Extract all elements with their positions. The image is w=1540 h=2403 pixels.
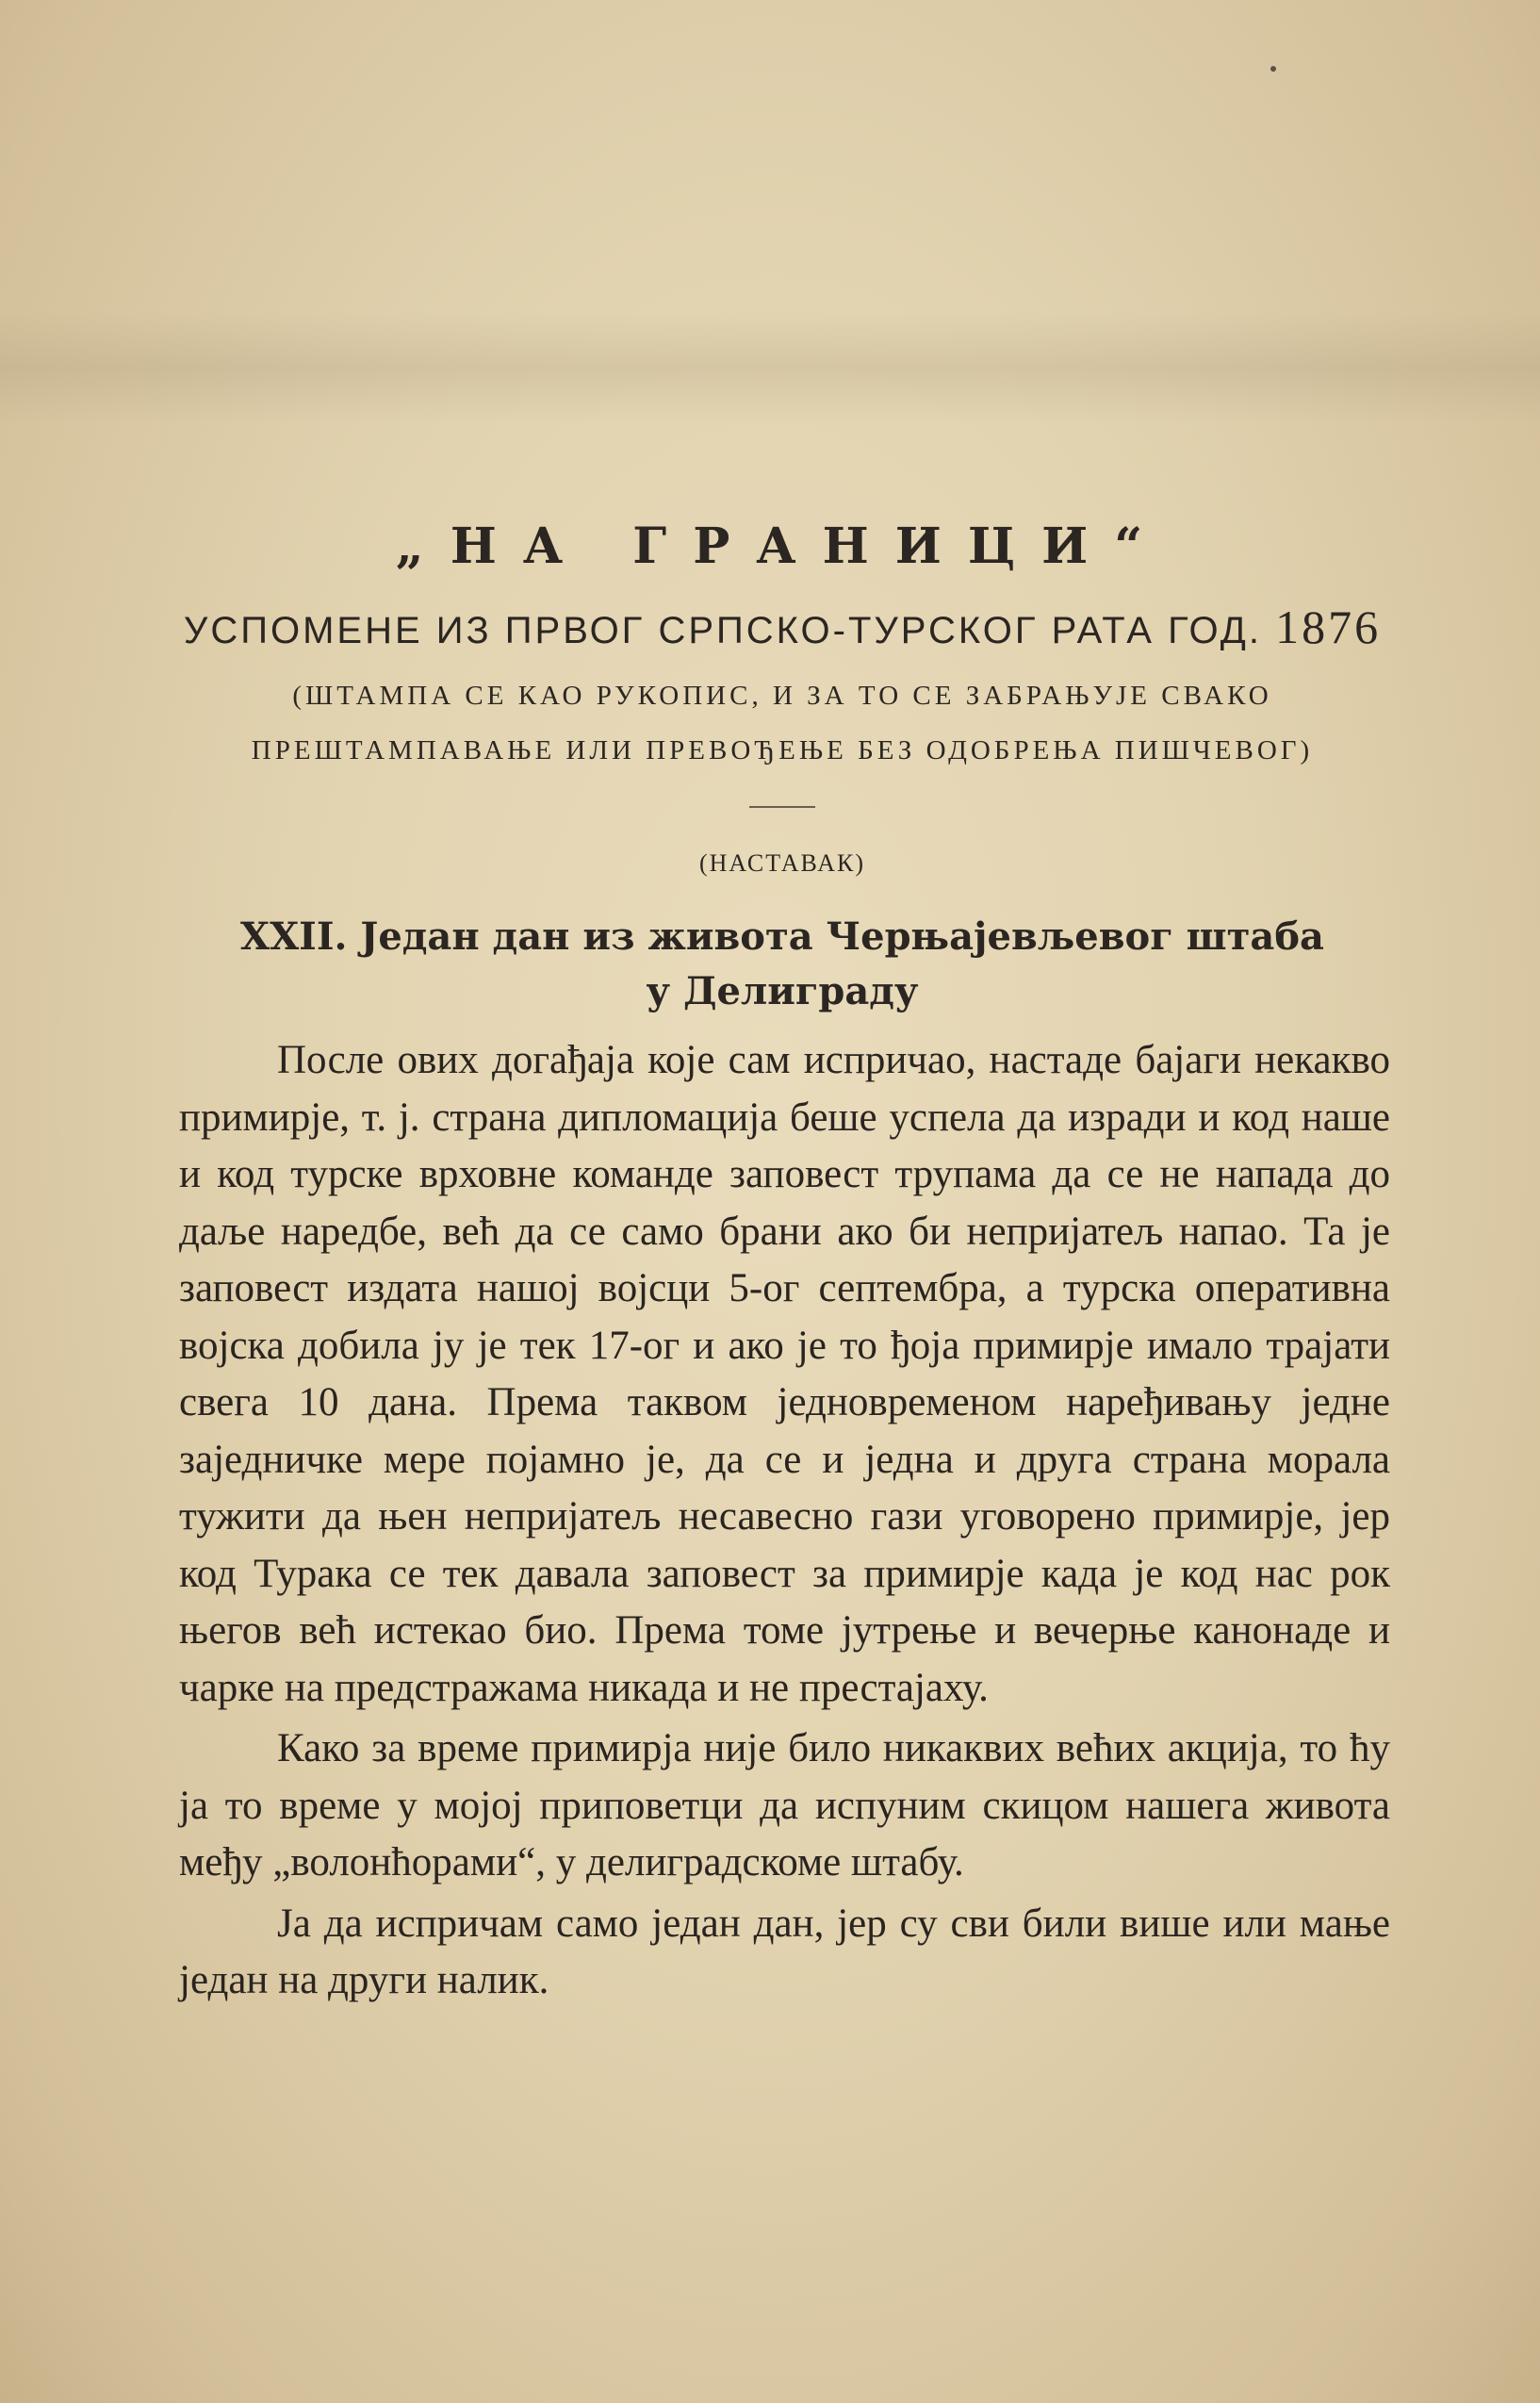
- divider-rule: [749, 806, 815, 808]
- chapter-title-line-2: у Делиграду: [646, 969, 919, 1013]
- subtitle-year: 1876: [1275, 601, 1382, 653]
- continued-label: (НАСТАВАК): [698, 849, 866, 877]
- paper-fold-shadow: [0, 311, 1540, 424]
- article-subtitle: [170, 599, 1395, 659]
- chapter-title-line-1: XXII. Један дан из живота Черњајевљевог штаба: [240, 914, 1324, 959]
- body-text: [179, 1032, 1390, 2010]
- ink-spot: [1270, 66, 1276, 72]
- paragraph: После ових догађаја које сам испричао, настаде бајаги некакво примирје, т. ј. страна дипломација беше успела да изради и код наше и код турске врховне команде заповест трупама да се не напада до даље наредбе, већ да се само брани ако би непријатељ напао. Та је заповест издата нашој војсци 5-ог септембра, а турска оперативна војска добила ју је тек 17-ог и ако је то ђоја примирје имало трајати свега 10 дана. Према таквом једновременом наређивању једне заједничке мере појамно је, да се и једна и друга страна морала тужити да њен непријатељ несавесно гази уговорено примирје, јер код Турака се тек давала заповест за примирје када је код нас рок његов већ истекао био. Према томе јутрење и вечерње канонаде и чарке на предстражама никада и не престајаху.: [179, 1038, 1390, 1710]
- copyright-note: (ШТАМПА СЕ КАО РУКОПИС, И ЗА ТО СЕ ЗАБРАЊУЈЕ СВАКО ПРЕШТАМПАВАЊЕ ИЛИ ПРЕВОЂЕЊЕ БЕЗ ОДОБРЕЊА ПИШЧЕВОГ): [251, 681, 1314, 765]
- paragraph: Ја да испричам само један дан, јер су сви били више или мање један на други налик.: [179, 1901, 1390, 2002]
- subtitle-text: УСПОМЕНЕ ИЗ ПРВОГ СРПСКО-ТУРСКОГ РАТА ГОД.: [183, 610, 1262, 651]
- paragraph: Како за време примирја није било никаквих већих акција, то ћу ја то време у мојој приповетци да испуним скицом нашега живота међу „волонћорами“, у делиградскоме штабу.: [179, 1726, 1390, 1885]
- chapter-title: [170, 910, 1395, 1019]
- article-header: [170, 514, 1395, 1019]
- article-title: „НА ГРАНИЦИ“: [395, 518, 1170, 575]
